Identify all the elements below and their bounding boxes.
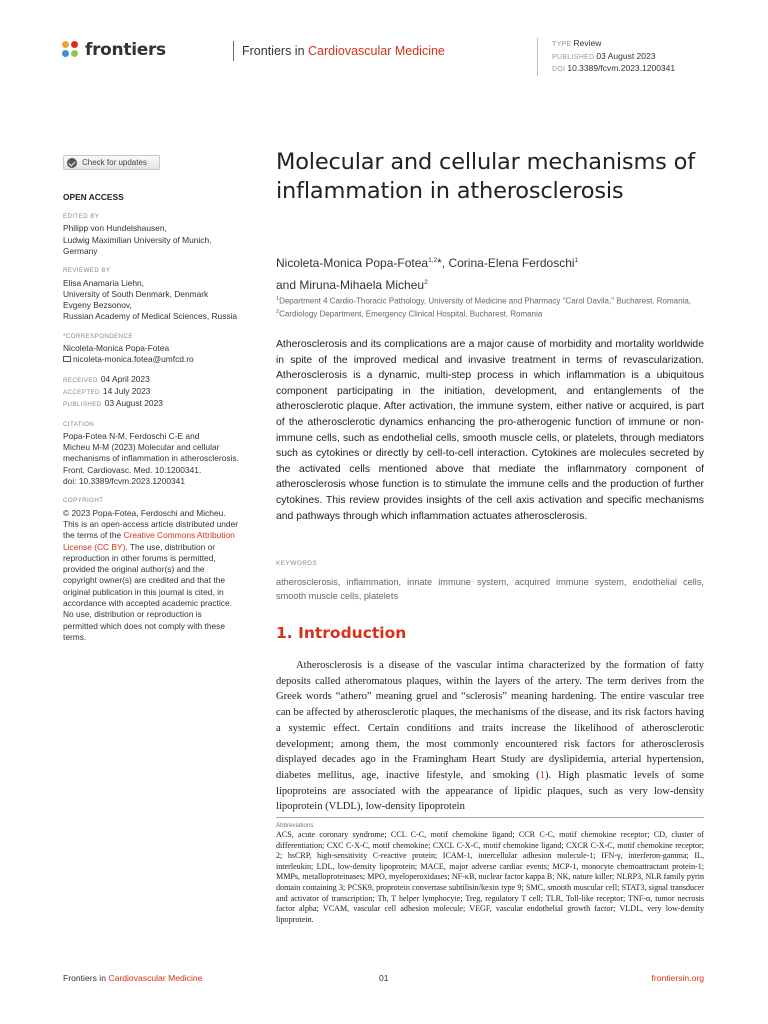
citation-line: doi: 10.3389/fcvm.2023.1200341 [63, 476, 185, 487]
copyright-line: terms. [63, 631, 87, 642]
citation-line: Micheu M-M (2023) Molecular and cellular [63, 442, 220, 453]
site-link[interactable]: frontiersin.org [651, 973, 704, 983]
footnote-divider [276, 817, 704, 818]
author-name[interactable]: Nicoleta-Monica Popa-Fotea [276, 256, 429, 270]
copyright-line: reproduction in other forums is permitted, [63, 552, 216, 563]
author-name[interactable]: Miruna-Mihaela Micheu [299, 278, 425, 292]
editor-line: Ludwig Maximilian University of Munich, [63, 234, 212, 245]
copyright-line: accordance with accepted academic practice. [63, 598, 232, 608]
editor-line: Germany [63, 245, 98, 256]
correspondence-name: Nicoleta-Monica Popa-Fotea [63, 343, 170, 354]
citation [63, 431, 263, 487]
footer-journal[interactable] [63, 973, 202, 983]
author-list [276, 251, 716, 295]
body-text: ). High plasmatic levels of some lipoproteins are associated with the appearance of lipidic plaques, such as very low-density lipoprotein (VLDL), low-density lipoprotein [276, 769, 704, 813]
check-for-updates-button[interactable] [63, 155, 160, 170]
abbreviations-label: Abbreviations [276, 822, 314, 829]
copyright-label: COPYRIGHT [63, 497, 104, 505]
author-conjunction: and [276, 278, 300, 292]
journal-name[interactable] [242, 44, 445, 58]
edited-by [63, 223, 263, 257]
reviewer-line: Russian Academy of Medical Sciences, Russia [63, 311, 238, 322]
affiliation-number: 1 [276, 296, 280, 302]
published-label: PUBLISHED [552, 53, 595, 61]
doi-link[interactable]: 10.3389/fcvm.2023.1200341 [567, 63, 676, 73]
citation-line: mechanisms of inflammation in atherosclerosis. [63, 453, 239, 464]
affiliation-marker: 1 [574, 257, 579, 264]
edited-by-label: EDITED BY [63, 213, 100, 221]
published-value: 03 August 2023 [596, 50, 656, 61]
logo-text: frontiers [85, 40, 166, 60]
footer-journal-name: Cardiovascular Medicine [108, 973, 203, 983]
affiliation-marker: 1,2 [428, 257, 438, 264]
updates-label: Check for updates [82, 157, 147, 167]
reviewer-line: University of South Denmark, Denmark [63, 288, 209, 299]
frontiers-logo[interactable] [62, 40, 166, 60]
affiliation-text: Cardiology Department, Emergency Clinical Hospital, Bucharest, Romania [279, 309, 543, 319]
open-access-label: OPEN ACCESS [63, 191, 124, 202]
copyright-line: original publication in this journal is cited, in [63, 586, 224, 597]
correspondence-label: *CORRESPONDENCE [63, 332, 133, 340]
author-name[interactable]: Corina-Elena Ferdoschi [448, 256, 575, 270]
affiliation-number: 2 [276, 308, 280, 315]
reviewer-line: Elisa Anamaria Liehn, [63, 277, 145, 288]
journal-prefix: Frontiers in [242, 44, 305, 58]
affiliations [276, 294, 716, 319]
copyright-line: This is an open-access article distributed under [63, 518, 239, 529]
introduction-paragraph [276, 658, 704, 815]
frontiers-logo-icon [62, 41, 80, 59]
correspondence-marker: *, [437, 256, 449, 270]
check-icon [67, 158, 77, 168]
published-value: 03 August 2023 [104, 398, 163, 409]
copyright-line: permitted which does not comply with these [63, 620, 225, 631]
affiliation-marker: 2 [424, 279, 428, 286]
accepted-value: 14 July 2023 [102, 385, 151, 396]
correspondence-email[interactable] [63, 354, 263, 365]
reference-link[interactable]: 1 [539, 769, 545, 781]
copyright-text: . The use, distribution or [125, 541, 216, 552]
editor-line: Philipp von Hundelshausen, [63, 223, 167, 234]
accepted-label: ACCEPTED [63, 388, 100, 396]
doi-label: DOI [552, 66, 566, 73]
copyright-line [63, 542, 263, 553]
reviewer-line: Evgeny Bezsonov, [63, 300, 132, 311]
copyright-line: No use, distribution or reproduction is [63, 609, 202, 620]
body-text: Atherosclerosis is a disease of the vascular intima characterized by the formation of fatty deposits called atheromatous plaques, within the layers of the artery. The term derives from the Greek words “athero” meaning gruel and “sclerosis” meaning hardening. The entire vascular tree can be affected by atherosclerotic plaques, the mechanisms of the disease, and its risk factors having a systemic effect. Certain conditions and traits increase the likelihood of atherosclerotic development; among them, the most commonly encountered risk factors for atherosclerosis displayed decades ago in the Framingham Heart Study are dyslipidemia, arterial hypertension, diabetes mellitus, age, inactive lifestyle, and smoking ( [276, 660, 704, 781]
footer-journal-prefix: Frontiers in [63, 973, 106, 983]
abstract: Atherosclerosis and its complications are a major cause of morbidity and mortality worldwide in spite of the improved medical and invasive treatment in terms of revascularization. Atherosclerosis is a dynamic, multi-step process in which inflammation is a ubiquitous component participating in the initiation, development, and entanglements of the atherosclerotic plaque. After activation, the immune system, either native or acquired, is part of the atherosclerotic dynamics enhancing the pro-atherogenic function of immune or non-immune cells, such as endothelial cells, smooth muscle cells, or platelets, through mediators such as cytokines or directly by cell-to-cell interaction. Cytokines are molecules secreted by the activated cells mentioned above that mediate the inflammatory component of atherosclerosis whose function is to stimulate the immune cells and the production of further cytokines. This review provides insights of the cell axis activation and specific mechanisms and pathways through which inflammation actuates atherosclerosis. [276, 339, 704, 522]
copyright-line: provided the original author(s) and the [63, 564, 205, 575]
page-header [62, 38, 712, 73]
copyright-text: the terms of the [63, 530, 124, 541]
citation-label: CITATION [63, 420, 95, 428]
mail-icon [63, 356, 71, 362]
citation-line: Popa-Fotea N-M, Ferdoschi C-E and [63, 430, 200, 441]
reviewed-by [63, 278, 263, 323]
copyright-line: copyright owner(s) are credited and that the [63, 575, 226, 586]
section-heading: 1. Introduction [276, 624, 407, 642]
keywords-label: KEYWORDS [276, 560, 318, 567]
article-sidebar [63, 155, 263, 643]
abbreviations: ACS, acute coronary syndrome; CCL C-C, motif chemokine ligand; CCR C-C, motif chemokine receptor; CD, cluster of differentiation; CXC C-X-C, motif chemokine; CXCL C-X-C, motif chemokine ligand; CXCR C-X-C, motif chemokine receptor; 2; hsCRP, high-sensitivity C-reactive protein; ICAM-1, intercellular adhesion molecule-1; IFN-γ, interferon-gamma; IL, interleukin; LDL, low-density lipoprotein; MACE, major adverse cardiac events; MCP-1, monocyte chemoattractant protein-1; MMPs, metalloproteinases; MPO, myeloperoxidases; NF-κB, nuclear factor kappa B; NK, nature killer; NLRP3, NLR family pyrin domain containing 3; PCSK9, proprotein convertase subtilisin/kexin type 9; SMC, smooth muscular cell; STAT3, signal transducer and activator of transcription; Th, T helper lymphocyte; Treg, regulatory T cell; TLR, Toll-like receptor; TNF-α, tumor necrosis factor alpha; VCAM, vascular cell adhesion molecule; VEGF, vascular endothelial growth factor; VLDL, very low-density lipoprotein. [276, 830, 704, 924]
type-value: Review [573, 38, 602, 48]
article-title: Molecular and cellular mechanisms of inflammation in atherosclerosis [276, 149, 695, 204]
copyright [63, 508, 263, 644]
affiliation-text: Department 4 Cardio-Thoracic Pathology, University of Medicine and Pharmacy "Carol Davila," Bucharest, Romania, [279, 296, 691, 306]
published-label: PUBLISHED [63, 401, 102, 409]
journal-title: Cardiovascular Medicine [308, 44, 445, 58]
email-link[interactable]: nicoleta-monica.fotea@umfcd.ro [73, 354, 194, 365]
copyright-line: © 2023 Popa-Fotea, Ferdoschi and Micheu. [63, 507, 226, 518]
page-number: 01 [379, 973, 389, 983]
article-meta [537, 38, 675, 76]
cc-license-link[interactable]: Creative Commons Attribution [123, 530, 235, 541]
copyright-line [63, 530, 263, 541]
received-value: 04 April 2023 [100, 373, 150, 384]
keywords: atherosclerosis, inflammation, innate immune system, acquired immune system, endothelial cells, smooth muscle cells, platelets [276, 577, 704, 601]
citation-line: Front. Cardiovasc. Med. 10:1200341. [63, 464, 202, 475]
article-dates [63, 374, 263, 411]
header-divider [233, 41, 234, 61]
received-label: RECEIVED [63, 376, 98, 384]
type-label: TYPE [552, 41, 572, 48]
reviewed-by-label: REVIEWED BY [63, 267, 111, 275]
cc-license-link[interactable]: License (CC BY) [63, 541, 126, 552]
